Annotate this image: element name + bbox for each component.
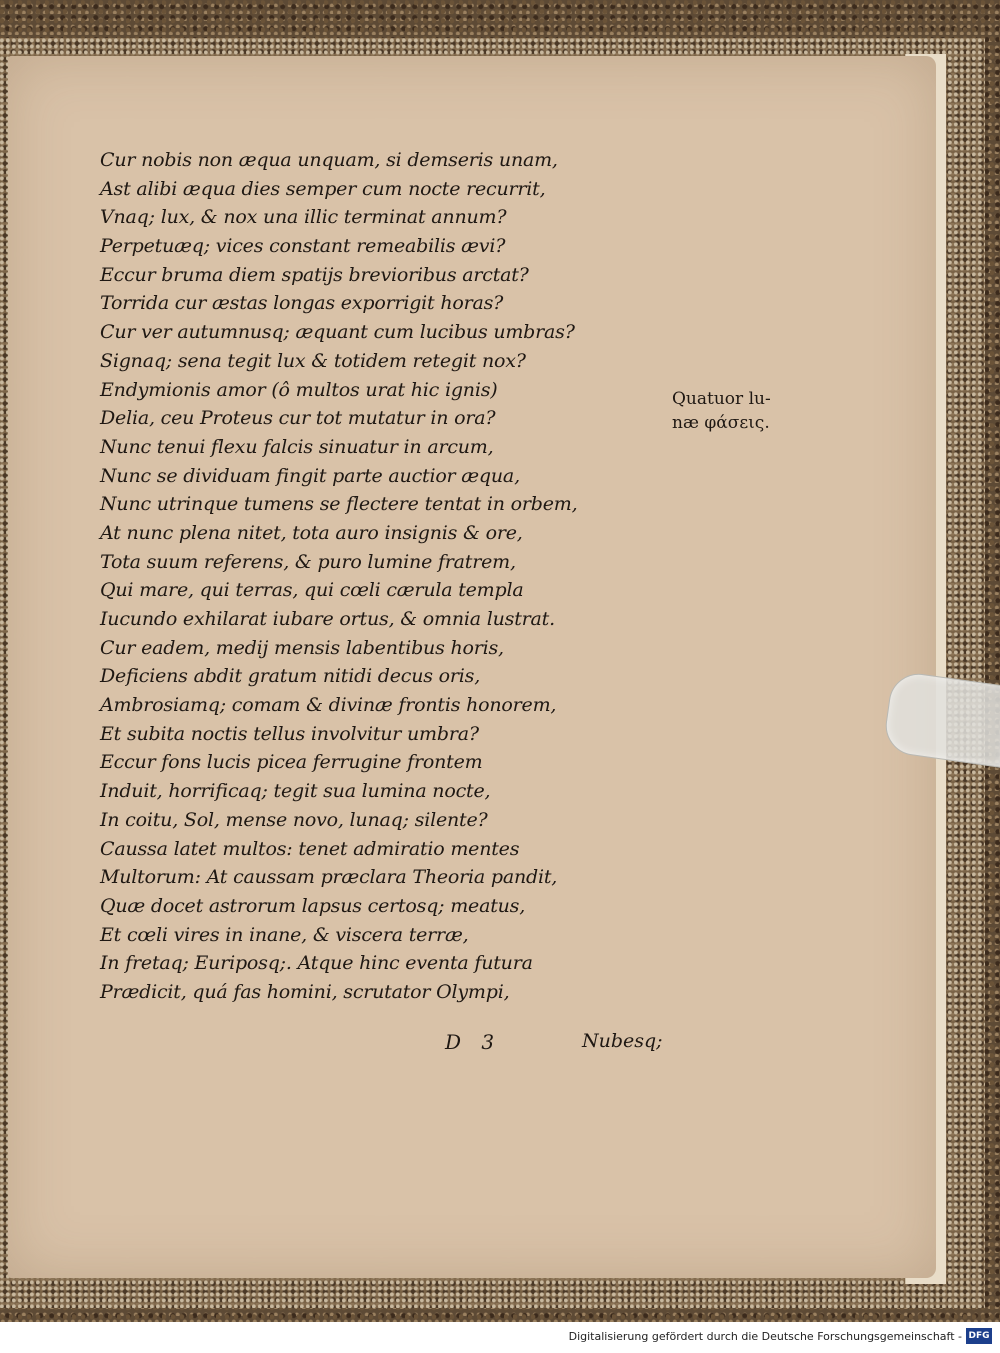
verse-line: Cur eadem, medij mensis labentibus horis, <box>100 636 504 659</box>
verse-line: In coitu, Sol, mense novo, lunaq; silente? <box>100 808 488 831</box>
marginal-note-line: næ φάσεις. <box>672 413 770 433</box>
verse-line: Et subita noctis tellus involvitur umbra? <box>100 722 479 745</box>
verse-line: Eccur bruma diem spatijs brevioribus arctat? <box>100 263 529 286</box>
verse-line: Prædicit, quá fas homini, scrutator Olympi, <box>100 980 510 1003</box>
verse-line: Perpetuæq; vices constant remeabilis ævi? <box>100 235 506 258</box>
verse-line: Delia, ceu Proteus cur tot mutatur in ora? <box>100 407 496 430</box>
verse-line: In fretaq; Euriposq;. Atque hinc eventa futura <box>100 952 533 975</box>
verse-line: Endymionis amor (ô multos urat hic ignis) <box>100 378 498 401</box>
verse-line: Multorum: At caussam præclara Theoria pandit, <box>100 866 558 889</box>
verse-line: Iucundo exhilarat iubare ortus, & omnia lustrat. <box>100 608 555 630</box>
verse-line: Nunc utrinque tumens se flectere tentat in orbem, <box>100 493 578 516</box>
verse-line: Torrida cur æstas longas exporrigit horas? <box>100 292 504 315</box>
verse-line: Et cœli vires in inane, & viscera terræ, <box>100 923 469 946</box>
verse-line: Qui mare, qui terras, qui cœli cærula templa <box>100 579 524 602</box>
footer-bar <box>0 1322 1000 1353</box>
verse-line: Quæ docet astrorum lapsus certosq; meatus, <box>100 894 526 917</box>
verse-line: Ambrosiamq; comam & divinæ frontis honorem, <box>100 694 557 717</box>
verse-line: Nunc tenui flexu falcis sinuatur in arcum, <box>100 435 494 458</box>
verse-line: Cur nobis non æqua unquam, si demseris unam, <box>100 149 558 171</box>
verse-line: Caussa latet multos: tenet admiratio mentes <box>100 837 520 860</box>
verse-line: Eccur fons lucis picea ferrugine frontem <box>100 751 483 774</box>
marginal-note <box>672 387 771 435</box>
verse-line: Signaq; sena tegit lux & totidem retegit nox? <box>100 349 526 372</box>
verse-line: Cur ver autumnusq; æquant cum lucibus umbras? <box>100 321 575 344</box>
marginal-note-line: Quatuor lu- <box>672 389 771 409</box>
funding-credit: Digitalisierung gefördert durch die Deutsche Forschungsgemeinschaft - <box>568 1330 962 1343</box>
verse-line: Ast alibi æqua dies semper cum nocte recurrit, <box>100 177 546 200</box>
catchword: Nubesq; <box>582 1030 663 1052</box>
verse-line: Vnaq; lux, & nox una illic terminat annum? <box>100 206 507 229</box>
verse-line: Deficiens abdit gratum nitidi decus oris, <box>100 665 481 688</box>
verse-line: Induit, horrificaq; tegit sua lumina nocte, <box>100 780 491 803</box>
verse-line: Nunc se dividuam fingit parte auctior æqua, <box>100 464 520 487</box>
verse-text <box>100 146 577 1007</box>
dfg-logo-icon: DFG <box>966 1328 992 1344</box>
verse-line: Tota suum referens, & puro lumine fratrem, <box>100 550 516 573</box>
verse-line: At nunc plena nitet, tota auro insignis & ore, <box>100 521 523 544</box>
signature-mark: D 3 <box>445 1030 495 1054</box>
